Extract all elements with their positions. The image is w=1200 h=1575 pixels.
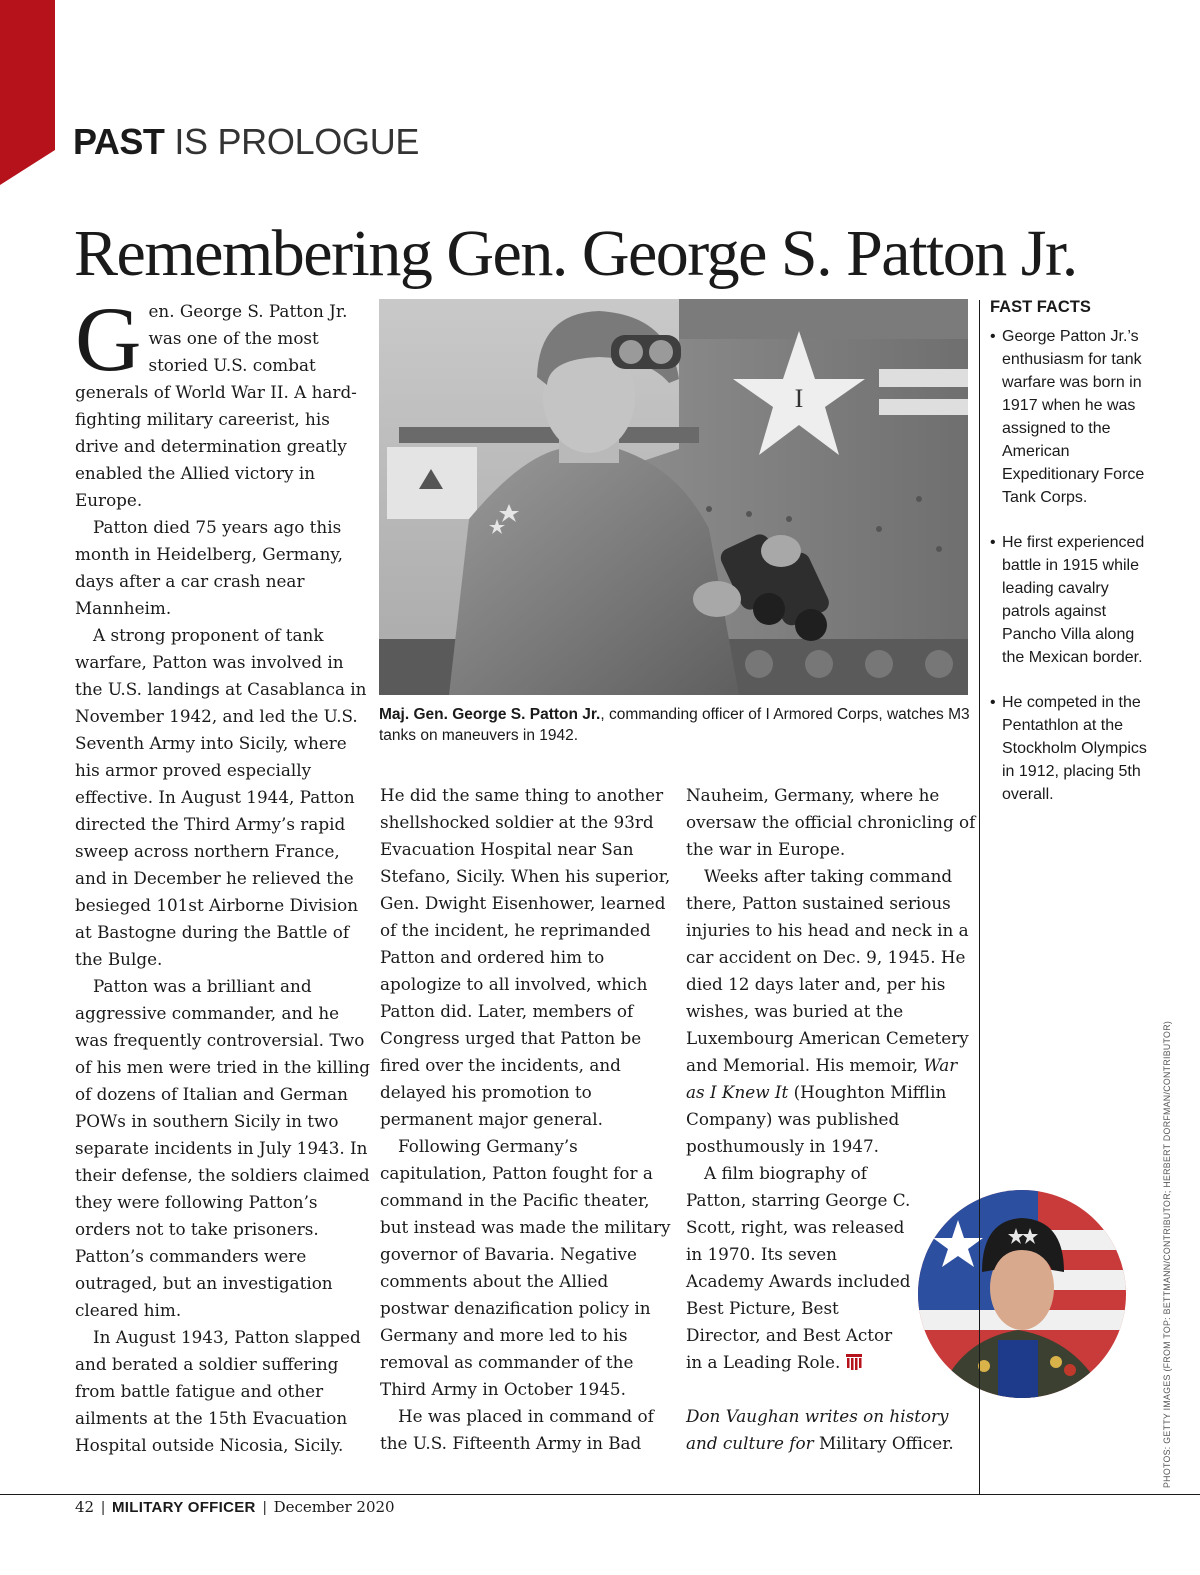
fast-fact-item: • He first experienced battle in 1915 while leading cavalry patrols against Pancho Villa along the Mexican border. — [990, 531, 1160, 669]
article-paragraph: Nauheim, Germany, where he oversaw the official chronicling of the war in Europe. — [686, 785, 976, 859]
caption-text: , commanding officer of I Armored Corps, watches M3 tanks on maneuvers in 1942. — [379, 706, 970, 744]
article-column-3 — [686, 782, 976, 1457]
article-paragraph: He did the same thing to another shellshocked soldier at the 93rd Evacuation Hospital near San Stefano, Sicily. When his superior, Gen. Dwight Eisenhower, learned of the incident, he reprimanded Patton and ordered him to apologize to all involved, which Patton did. Later, members of Congress urged that Patton be fired over the incidents, and delayed his promotion to permanent major general. — [380, 785, 671, 1129]
page-footer — [75, 1497, 395, 1518]
kicker-bold: PAST — [73, 121, 165, 162]
footer-separator: | — [101, 1499, 105, 1516]
bullet-icon: • — [990, 328, 996, 345]
article-paragraph: In August 1943, Patton slapped and berated a soldier suffering from battle fatigue and other ailments at the 15th Evacuation Hospital outside Nicosia, Sicily. — [75, 1327, 361, 1455]
end-mark-icon — [846, 1354, 862, 1370]
book-title: War as I Knew It — [686, 1055, 958, 1102]
drop-cap: G — [75, 288, 142, 390]
article-paragraph: Gen. George S. Patton Jr. was one of the most storied U.S. combat generals of World War II. A hard-fighting military careerist, his drive and determination greatly enabled the Allied victory in Europe. — [75, 288, 357, 510]
patton-tank-photo — [379, 299, 968, 695]
article-paragraph: Patton died 75 years ago this month in Heidelberg, Germany, days after a car crash near Mannheim. — [75, 517, 343, 618]
caption-bold: Maj. Gen. George S. Patton Jr. — [379, 706, 601, 723]
corner-accent-tab — [0, 0, 55, 185]
photo-illustration — [379, 299, 968, 695]
article-paragraph: Patton was a brilliant and aggressive commander, and he was frequently controversial. Two of his men were tried in the killing of dozens of Italian and German POWs in southern Sicily in two separate incidents in July 1943. In their defense, the soldiers claimed they were following Patton’s orders not to take prisoners. Patton’s commanders were outraged, but an investigation cleared him. — [75, 976, 370, 1320]
sidebar-divider — [979, 300, 980, 1494]
kicker-light: IS PROLOGUE — [174, 121, 420, 162]
article-paragraph: He was placed in command of the U.S. Fifteenth Army in Bad — [380, 1406, 654, 1453]
page-number: 42 — [75, 1498, 95, 1516]
magazine-name: MILITARY OFFICER — [112, 1499, 256, 1516]
fast-fact-item: • George Patton Jr.’s enthusiasm for tank warfare was born in 1917 when he was assigned to the American Expeditionary Force Tank Corps. — [990, 325, 1160, 509]
george-c-scott-portrait — [918, 1190, 1126, 1398]
footer-separator: | — [262, 1499, 267, 1516]
fast-facts-sidebar — [990, 296, 1160, 828]
article-paragraph: Following Germany’s capitulation, Patton fought for a command in the Pacific theater, but instead was made the military governor of Bavaria. Negative comments about the Allied postwar denazification policy in Germany and more led to his removal as commander of the Third Army in October 1945. — [380, 1136, 671, 1399]
bullet-icon: • — [990, 694, 996, 711]
article-headline: Remembering Gen. George S. Patton Jr. — [74, 217, 1077, 290]
author-bio: Don Vaughan writes on history and culture for Military Officer. — [686, 1406, 954, 1453]
photo-credits: PHOTOS: GETTY IMAGES (FROM TOP: BETTMANN/CONTRIBUTOR; HERBERT DORFMAN/CONTRIBUTOR) — [1162, 1020, 1172, 1488]
fast-fact-item: • He competed in the Pentathlon at the Stockholm Olympics in 1912, placing 5th overall. — [990, 691, 1160, 806]
article-paragraph: A film biography of Patton, starring George C. Scott, right, was released in 1970. Its seven Academy Awards included Best Picture, Best Director, and Best Actor in a Leading Role. — [686, 1163, 911, 1372]
article-paragraph: A strong proponent of tank warfare, Patton was involved in the U.S. landings at Casablanca in November 1942, and led the U.S. Seventh Army into Sicily, where his armor proved especially effective. In August 1944, Patton directed the Third Army’s rapid sweep across northern France, and in December he relieved the besieged 101st Airborne Division at Bastogne during the Battle of the Bulge. — [75, 625, 367, 969]
issue-date: December 2020 — [273, 1498, 395, 1516]
article-paragraph: Weeks after taking command there, Patton sustained serious injuries to his head and neck in a car accident on Dec. 9, 1945. He died 12 days later and, per his wishes, was buried at the Luxembourg American Cemetery and Memorial. His memoir, War as I Knew It (Houghton Mifflin Company) was published posthumously in 1947. — [686, 866, 969, 1156]
portrait-illustration — [918, 1190, 1126, 1398]
bullet-icon: • — [990, 534, 996, 551]
article-column-2 — [380, 782, 672, 1457]
article-column-1 — [75, 288, 375, 1459]
fast-facts-title: FAST FACTS — [990, 298, 1091, 316]
tank-marking: I — [794, 384, 804, 413]
photo-caption — [379, 704, 979, 746]
footer-rule — [0, 1494, 1200, 1495]
section-kicker — [73, 120, 419, 164]
